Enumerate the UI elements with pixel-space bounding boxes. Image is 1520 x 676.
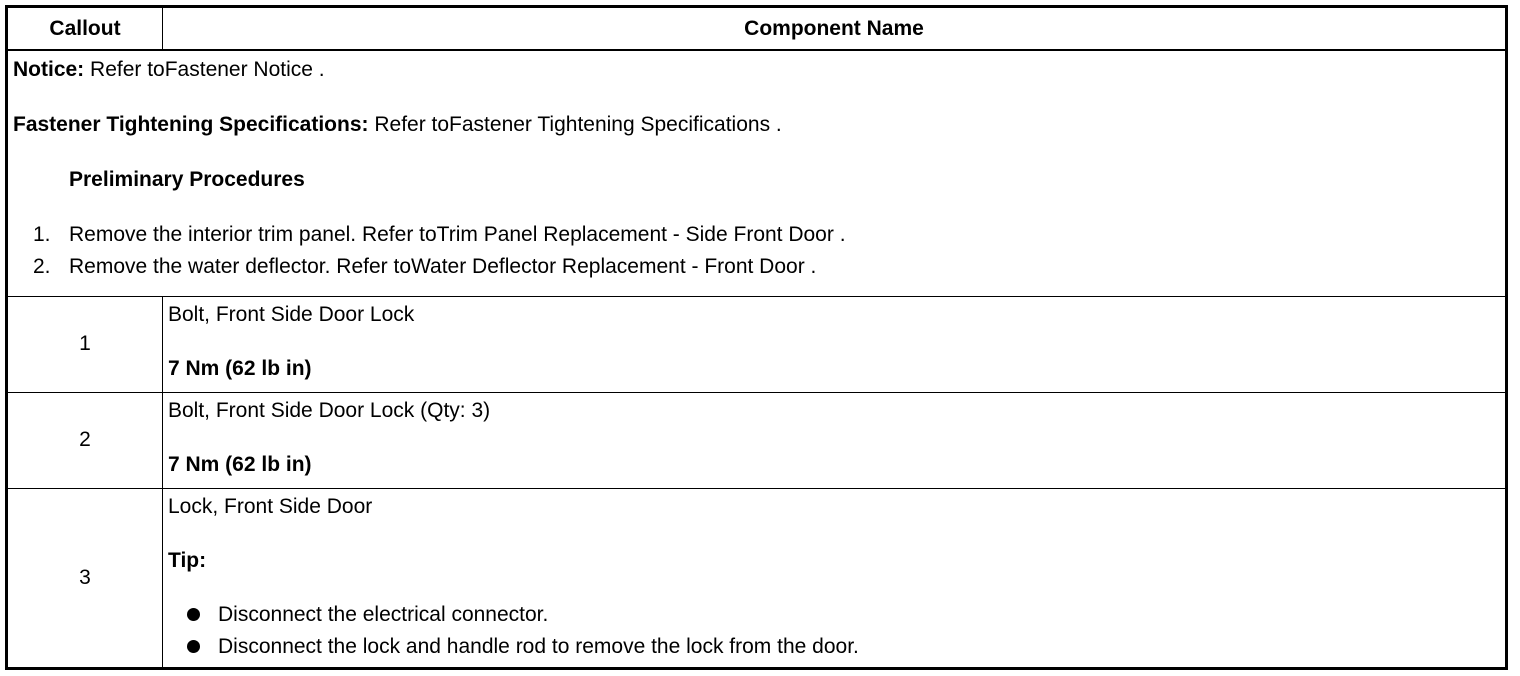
preliminary-steps bbox=[13, 223, 1505, 287]
component-name-header: Component Name bbox=[163, 7, 1507, 51]
callout-header: Callout bbox=[7, 7, 163, 51]
tip-text: Disconnect the lock and handle rod to remove the lock from the door. bbox=[218, 634, 859, 658]
component-cell bbox=[163, 392, 1507, 488]
tip-item bbox=[168, 635, 1505, 667]
step-item bbox=[13, 255, 1505, 287]
table-row bbox=[7, 296, 1507, 392]
callout-number: 3 bbox=[7, 488, 163, 668]
preliminary-procedures-title: Preliminary Procedures bbox=[69, 168, 305, 191]
table-row bbox=[7, 392, 1507, 488]
tip-item bbox=[168, 603, 1505, 635]
fastener-spec-paragraph bbox=[13, 113, 1505, 137]
component-cell bbox=[163, 296, 1507, 392]
notice-label: Notice: bbox=[13, 58, 85, 81]
bullet-icon bbox=[187, 640, 200, 653]
component-cell bbox=[163, 488, 1507, 668]
component-name: Bolt, Front Side Door Lock bbox=[168, 302, 415, 326]
torque-spec: 7 Nm (62 lb in) bbox=[168, 452, 312, 476]
callout-number: 1 bbox=[7, 296, 163, 392]
step-number: 2. bbox=[33, 255, 51, 278]
notice-text: Refer toFastener Notice . bbox=[84, 58, 325, 81]
torque-spec: 7 Nm (62 lb in) bbox=[168, 356, 312, 380]
step-item bbox=[13, 223, 1505, 255]
intro-row bbox=[7, 50, 1507, 296]
notice-paragraph bbox=[13, 58, 1505, 82]
callout-number: 2 bbox=[7, 392, 163, 488]
fastener-spec-text: Refer toFastener Tightening Specifications . bbox=[368, 113, 782, 136]
component-name: Bolt, Front Side Door Lock (Qty: 3) bbox=[168, 398, 491, 422]
step-text: Remove the water deflector. Refer toWater Deflector Replacement - Front Door . bbox=[69, 255, 817, 278]
fastener-spec-label: Fastener Tightening Specifications: bbox=[13, 113, 369, 136]
component-table bbox=[5, 5, 1508, 670]
tip-text: Disconnect the electrical connector. bbox=[218, 602, 549, 626]
step-text: Remove the interior trim panel. Refer toTrim Panel Replacement - Side Front Door . bbox=[69, 223, 846, 246]
tip-label: Tip: bbox=[168, 548, 207, 572]
intro-cell bbox=[7, 50, 1507, 296]
tip-list bbox=[168, 603, 1505, 667]
step-number: 1. bbox=[33, 223, 51, 246]
table-row bbox=[7, 488, 1507, 668]
table-header-row bbox=[7, 7, 1507, 51]
component-name: Lock, Front Side Door bbox=[168, 494, 373, 518]
bullet-icon bbox=[187, 608, 200, 621]
